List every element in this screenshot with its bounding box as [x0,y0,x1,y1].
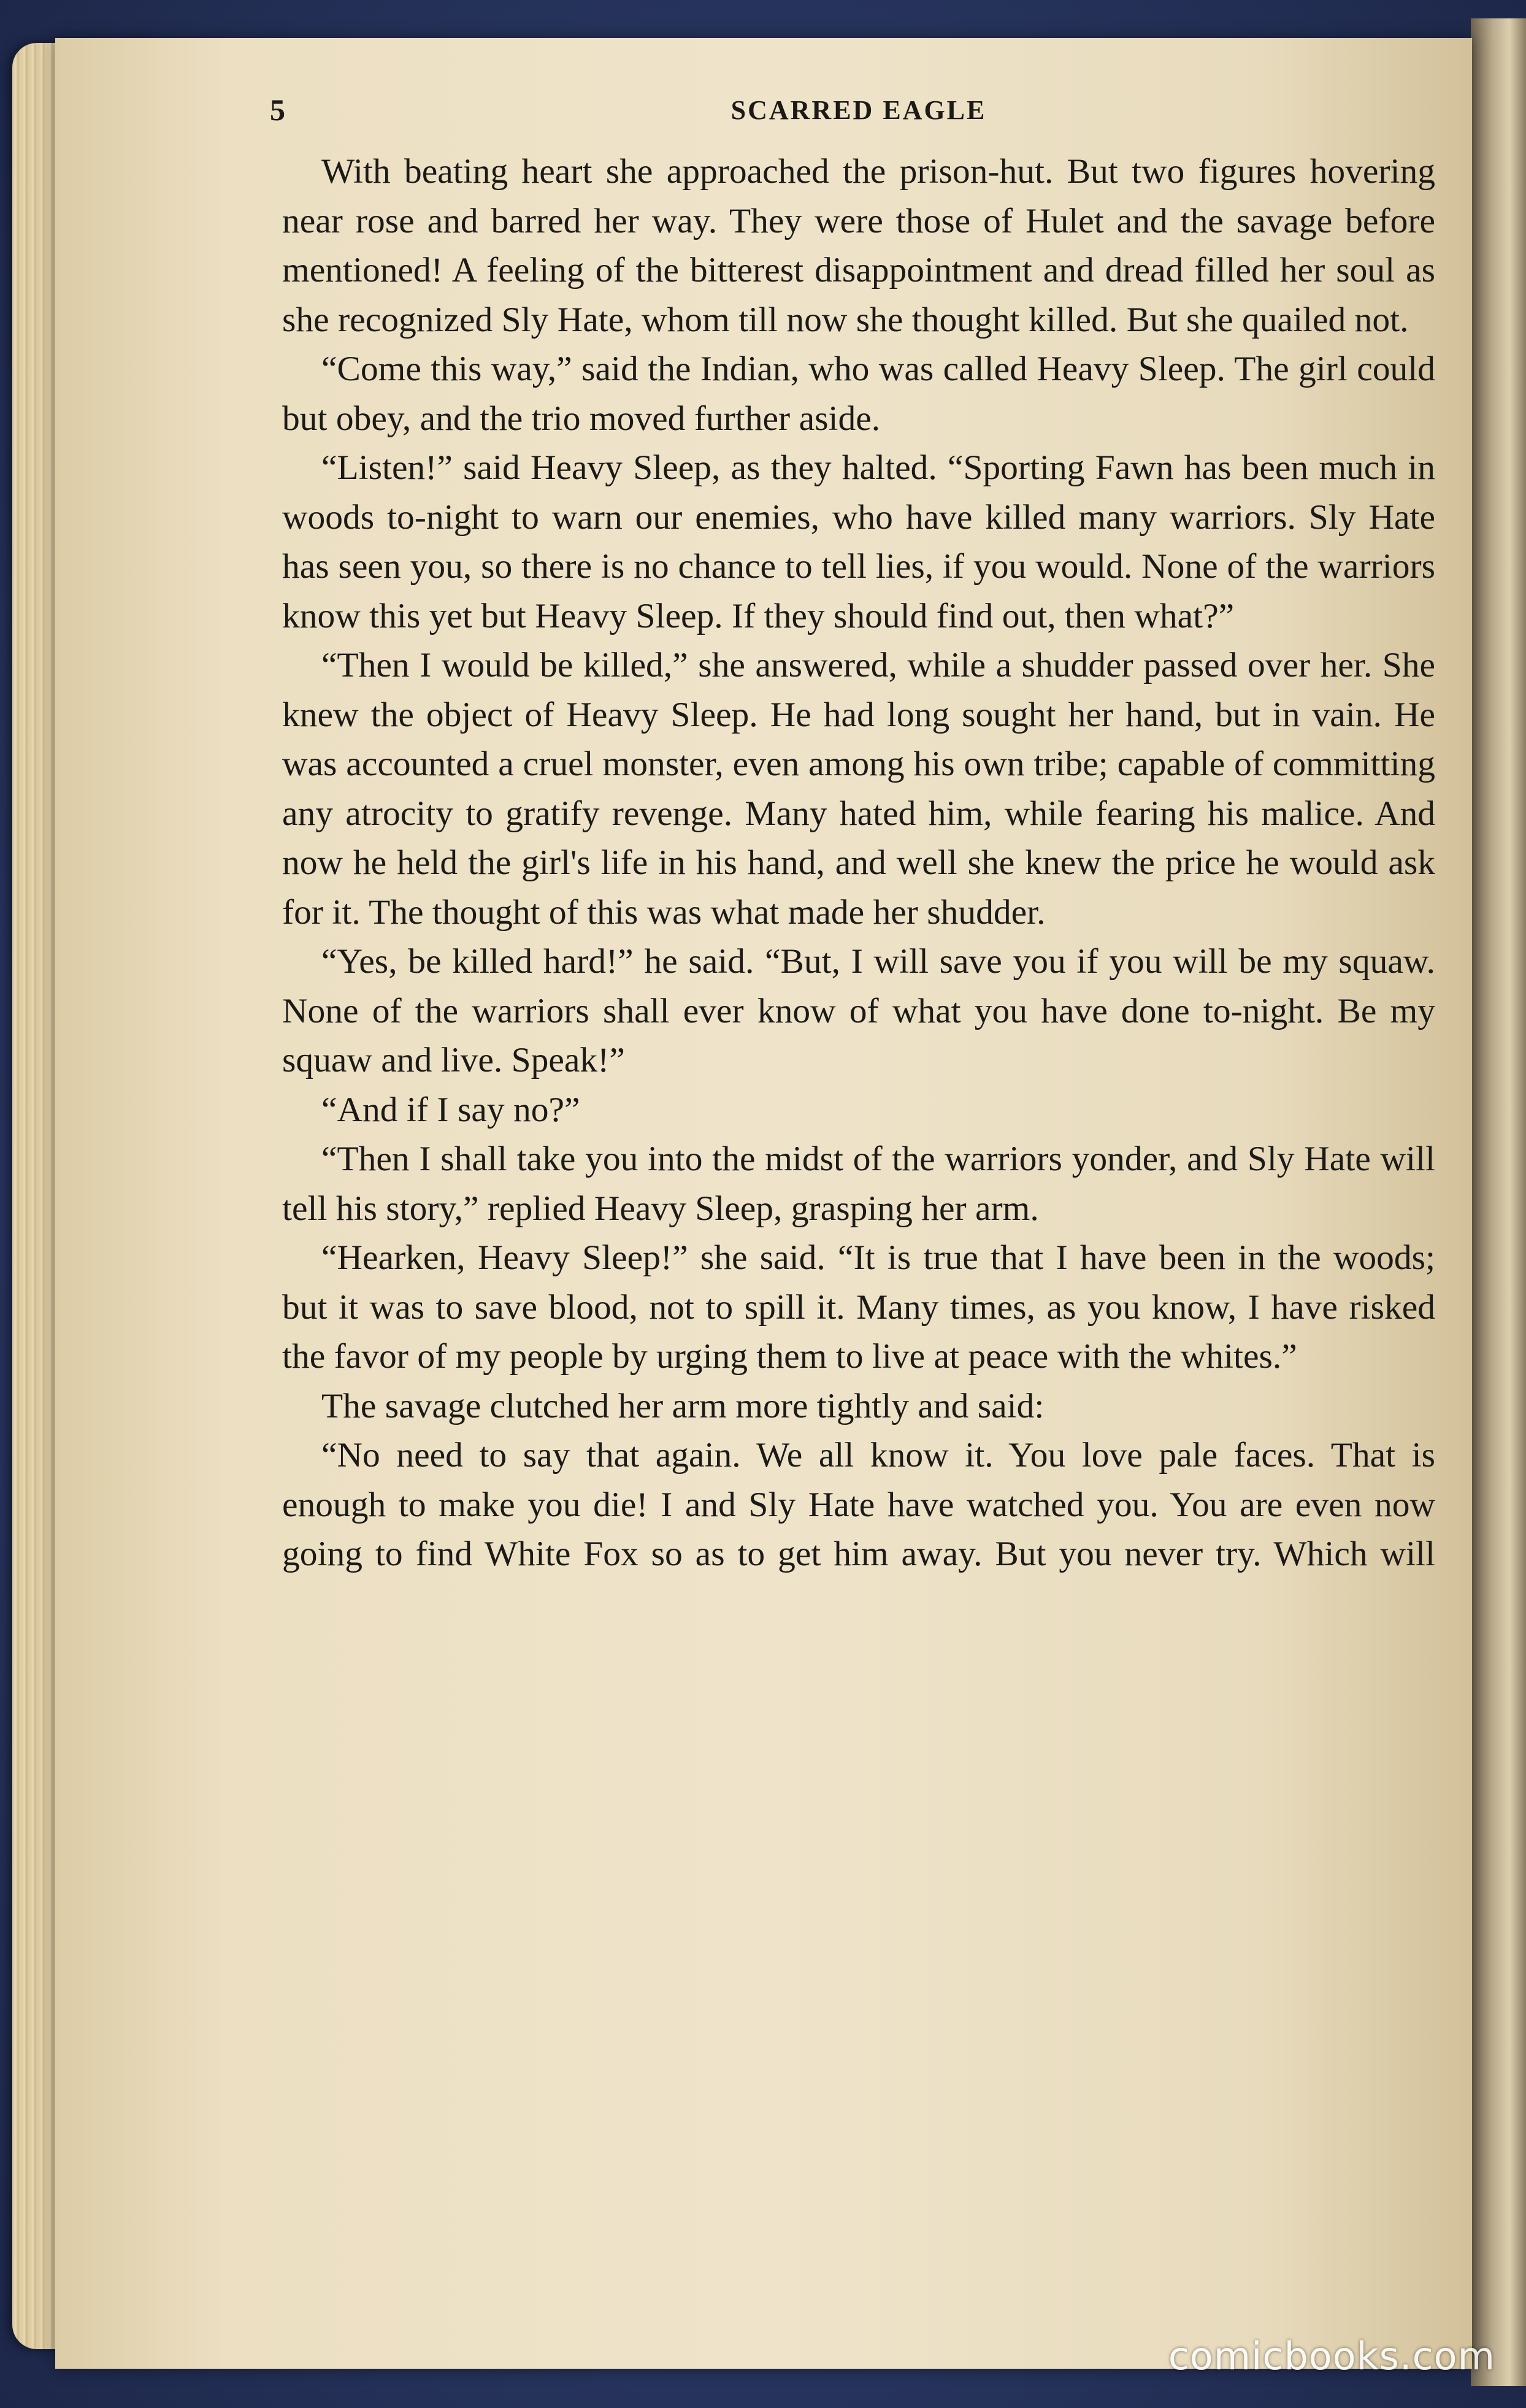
paragraph-9: The savage clutched her arm more tightly and said: [321,1386,1045,1425]
paragraph-3: “Listen!” said Heavy Sleep, as they halted. “Sporting Fawn has been much in woods to-night to warn our enemies, who have killed many warriors. Sly Hate has seen you, so there is no chance to tell lies, if you would. None of the warriors know this yet but Heavy Sleep. If they should find out, then what?” [282,448,1435,635]
paragraph-7: “Then I shall take you into the midst of the warriors yonder, and Sly Hate will tell his story,” replied Heavy Sleep, grasping her arm. [282,1140,1435,1228]
paragraph-4: “Then I would be killed,” she answered, while a shudder passed over her. She knew the object of Heavy Sleep. He had long sought her hand, but in vain. He was accounted a cruel monster, even among his own tribe; capable of committing any atrocity to gratify revenge. Many hated him, while fearing his malice. And now he held the girl's life in his hand, and well she knew the price he would ask for it. The thought of this was what made her shudder. [282,646,1435,932]
page-text-block [270,92,1435,1579]
paragraph-1: With beating heart she approached the prison-hut. But two figures hovering near rose and barred her way. They were those of Hulet and the savage before mentioned! A feeling of the bitterest disappointment and dread filled her soul as she recognized Sly Hate, whom till now she thought killed. But she quailed not. [282,152,1435,339]
paragraph-5: “Yes, be killed hard!” he said. “But, I will save you if you will be my squaw. None of the warriors shall ever know of what you have done to-night. Be my squaw and live. Speak!” [282,942,1435,1079]
paragraph-8: “Hearken, Heavy Sleep!” she said. “It is true that I have been in the woods; but it was to save blood, not to spill it. Many times, as you know, I have risked the favor of my people by urging them to live at peace with the whites.” [282,1238,1435,1376]
running-head [270,92,1435,147]
paragraph-2: “Come this way,” said the Indian, who was called Heavy Sleep. The girl could but obey, and the trio moved further aside. [282,350,1435,438]
watermark: comicbooks.com [1168,2334,1495,2379]
running-head-title: SCARRED EAGLE [730,95,987,125]
page-number: 5 [270,93,285,127]
book-binding [1471,18,1526,2386]
paragraph-6: “And if I say no?” [321,1090,580,1129]
paragraph-10: “No need to say that again. We all know it. You love pale faces. That is enough to make you die! I and Sly Hate have watched you. You are even now going to find White Fox so as to get him away. But you never try. Which will [282,1436,1435,1573]
